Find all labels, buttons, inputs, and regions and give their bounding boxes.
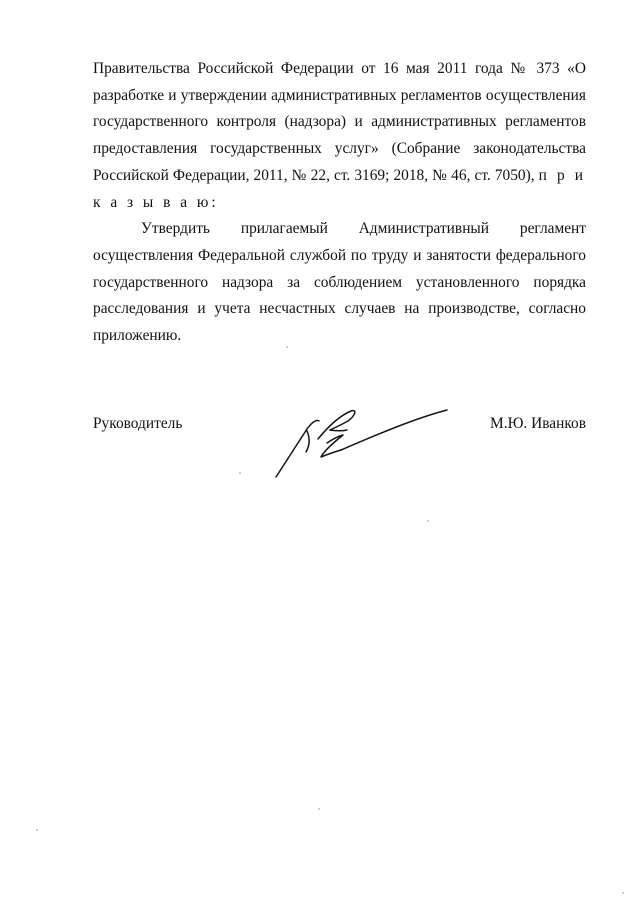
signature-block — [93, 405, 586, 495]
signer-name: М.Ю. Иванков — [490, 415, 586, 432]
scan-speck — [622, 892, 624, 894]
signer-title: Руководитель — [93, 415, 183, 432]
scan-speck — [286, 346, 288, 348]
paragraph-legal-basis — [93, 56, 586, 216]
scan-speck — [36, 829, 38, 831]
scan-speck — [318, 808, 320, 810]
scan-speck — [427, 520, 429, 522]
paragraph-order — [93, 216, 586, 350]
order-word: п р и к а з ы в а ю — [93, 166, 586, 211]
paragraph-text: Утвердить прилагаемый Административный регламент осуществления Федеральной службой по труду и занятости федерального государственного надзора за соблюдением установленного порядка расследования и учета несчастных случаев на производстве, согласно приложению. — [93, 220, 586, 345]
scan-speck — [239, 472, 241, 474]
handwritten-signature — [271, 405, 456, 480]
paragraph-text: : — [211, 193, 216, 211]
document-body — [93, 56, 586, 350]
paragraph-text: Правительства Российской Федерации от 16 мая 2011 года № 373 «О разработке и утверждении административных регламентов осуществления государственного контроля (надзора) и административных регламентов предоставления государственных услуг» (Собрание законодательства Российской Федерации, 2011, № 22, ст. 3169; 2018, № 46, ст. 7050), — [93, 60, 586, 184]
